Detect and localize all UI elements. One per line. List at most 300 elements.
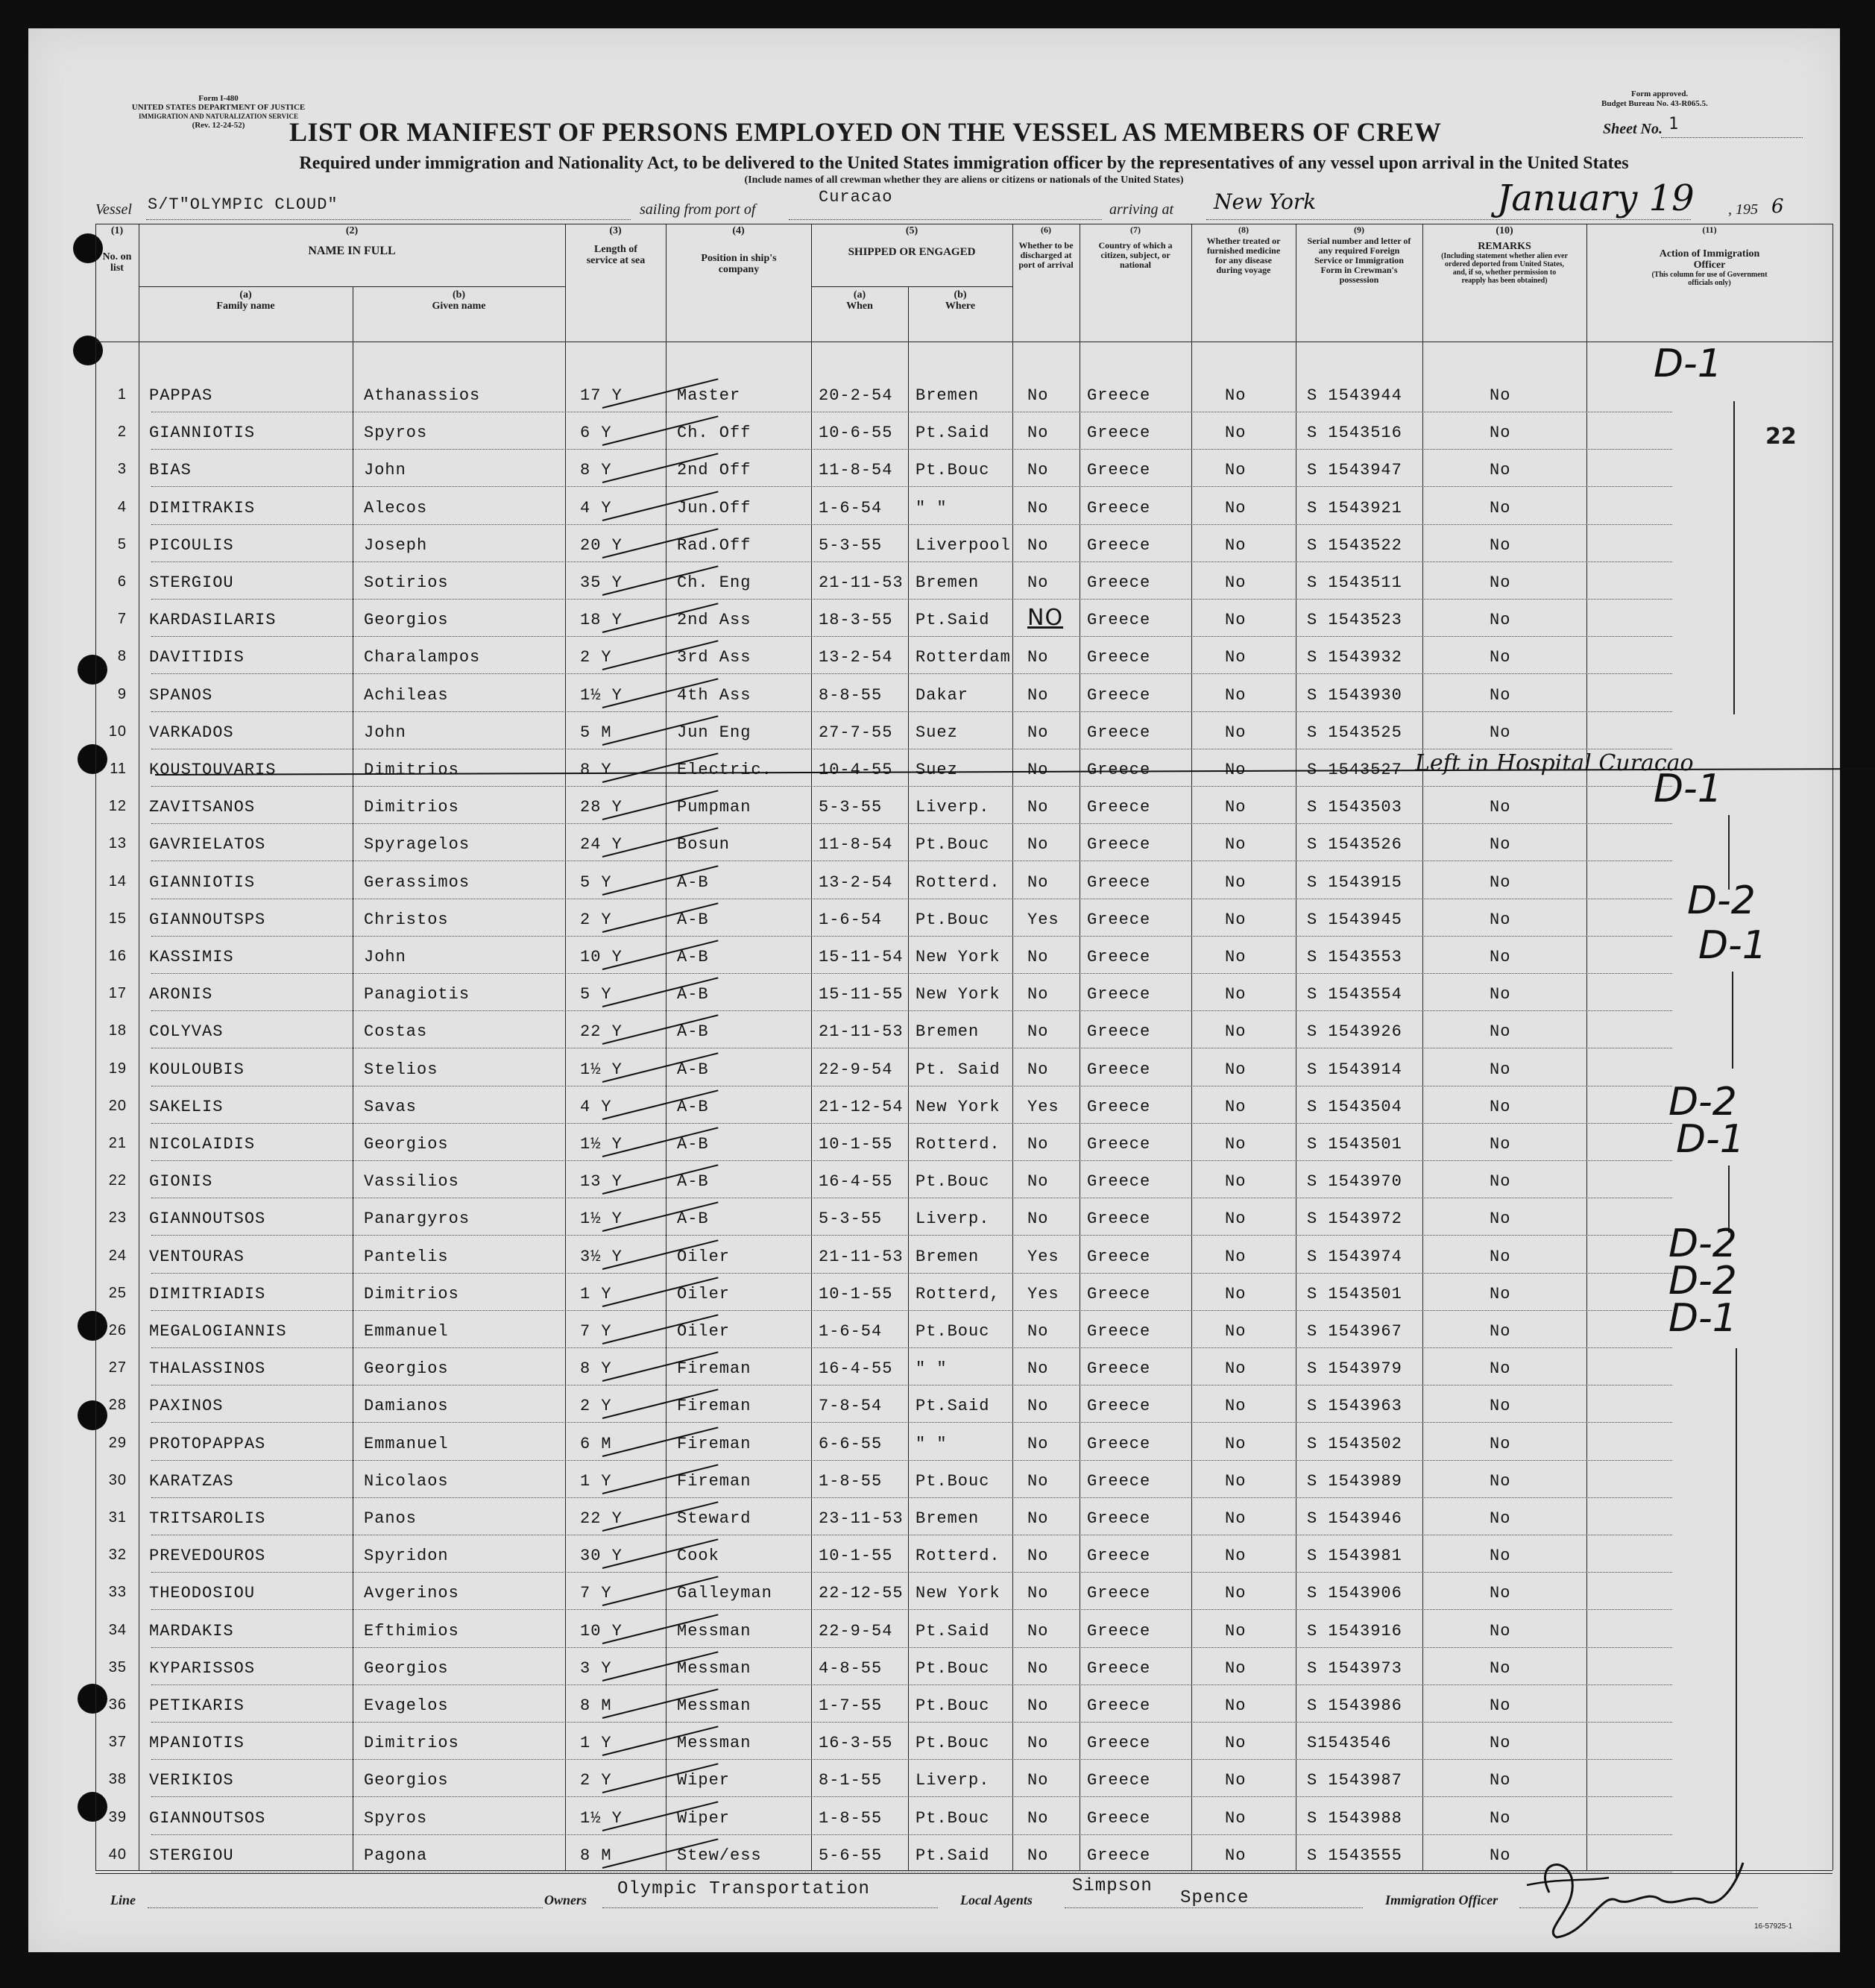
remarks: No — [1490, 1547, 1511, 1566]
discharge: No — [1027, 1658, 1049, 1678]
serial-number: S 1543523 — [1307, 611, 1402, 630]
treated: No — [1225, 985, 1247, 1004]
length-of-service: 20 Y — [580, 535, 623, 555]
year-suffix: 6 — [1771, 195, 1784, 218]
treated: No — [1225, 1397, 1247, 1416]
discharge: No — [1027, 535, 1049, 555]
country: Greece — [1087, 1846, 1151, 1865]
treated: No — [1225, 1284, 1247, 1303]
length-of-service: 18 Y — [580, 611, 623, 630]
treated: No — [1225, 535, 1247, 555]
remarks: No — [1490, 1097, 1511, 1116]
action-d1-top: D-1 — [1654, 342, 1722, 386]
country: Greece — [1087, 985, 1151, 1004]
row-number: 16 — [108, 948, 127, 964]
table-row — [28, 790, 1840, 828]
remarks: No — [1490, 1060, 1511, 1079]
remarks: No — [1490, 461, 1511, 480]
given-name: Athanassios — [364, 386, 481, 405]
length-of-service: 2 Y — [580, 648, 612, 667]
family-name: KOULOUBIS — [149, 1060, 245, 1079]
row-number: 10 — [108, 723, 127, 740]
length-of-service: 2 Y — [580, 1397, 612, 1416]
length-of-service: 1½ Y — [580, 1135, 623, 1154]
family-name: KARATZAS — [149, 1471, 234, 1491]
discharge: No — [1027, 386, 1049, 405]
shipped-when: 1-7-55 — [819, 1696, 883, 1715]
shipped-where: Pt.Said — [916, 1621, 990, 1641]
serial-number: S 1543916 — [1307, 1621, 1402, 1641]
family-name: GIANNOUTSPS — [149, 910, 266, 929]
year-prefix: , 195 — [1728, 201, 1758, 218]
table-row — [28, 1127, 1840, 1165]
discharge: No — [1027, 835, 1049, 855]
length-of-service: 22 Y — [580, 1022, 623, 1042]
position: Jun Eng — [677, 723, 751, 742]
serial-number: S 1543974 — [1307, 1247, 1402, 1266]
action-count: 22 — [1765, 424, 1797, 450]
discharge: No — [1027, 1210, 1049, 1229]
length-of-service: 22 Y — [580, 1509, 623, 1528]
country: Greece — [1087, 685, 1151, 705]
serial-number: S 1543906 — [1307, 1584, 1402, 1603]
remarks: No — [1490, 1022, 1511, 1042]
shipped-where: Pt.Said — [916, 1397, 990, 1416]
given-name: Pagona — [364, 1846, 428, 1865]
shipped-when: 5-3-55 — [819, 1210, 883, 1229]
country: Greece — [1087, 573, 1151, 592]
position: Wiper — [677, 1771, 731, 1790]
treated: No — [1225, 1547, 1247, 1566]
serial-number: S 1543946 — [1307, 1509, 1402, 1528]
length-of-service: 1½ Y — [580, 1060, 623, 1079]
country: Greece — [1087, 723, 1151, 742]
row-number: 18 — [108, 1022, 127, 1039]
country: Greece — [1087, 761, 1151, 779]
length-of-service: 6 Y — [580, 424, 612, 443]
discharge: No — [1027, 1397, 1049, 1416]
family-name: MARDAKIS — [149, 1621, 234, 1641]
department: UNITED STATES DEPARTMENT OF JUSTICE — [131, 103, 306, 112]
treated: No — [1225, 1060, 1247, 1079]
shipped-where: " " — [916, 1359, 948, 1379]
table-row — [28, 903, 1840, 940]
country: Greece — [1087, 535, 1151, 555]
port-name: Curacao — [819, 188, 893, 207]
row-number: 17 — [108, 985, 127, 1002]
page-title: LIST OR MANIFEST OF PERSONS EMPLOYED ON THE VESSEL AS MEMBERS OF CREW — [289, 117, 1442, 147]
row-number: 30 — [108, 1471, 127, 1488]
treated: No — [1225, 685, 1247, 705]
table-row — [28, 1427, 1840, 1465]
discharge: No — [1027, 573, 1049, 592]
length-of-service: 1 Y — [580, 1471, 612, 1491]
country: Greece — [1087, 872, 1151, 892]
given-name: John — [364, 723, 406, 742]
length-of-service: 3 Y — [580, 1658, 612, 1678]
length-of-service: 5 Y — [580, 985, 612, 1004]
country: Greece — [1087, 648, 1151, 667]
position: Bosun — [677, 835, 731, 855]
length-of-service: 3½ Y — [580, 1247, 623, 1266]
family-name: PAPPAS — [149, 386, 213, 405]
serial-number: S 1543504 — [1307, 1097, 1402, 1116]
shipped-when: 10-1-55 — [819, 1135, 893, 1154]
shipped-when: 13-2-54 — [819, 872, 893, 892]
remarks: No — [1490, 1434, 1511, 1453]
shipped-where: Dakar — [916, 685, 969, 705]
remarks: No — [1490, 498, 1511, 518]
position: Fireman — [677, 1471, 751, 1491]
shipped-where: New York — [916, 1097, 1000, 1116]
family-name: VARKADOS — [149, 723, 234, 742]
country: Greece — [1087, 1284, 1151, 1303]
shipped-when: 4-8-55 — [819, 1658, 883, 1678]
discharge: No — [1027, 761, 1049, 779]
length-of-service: 1½ Y — [580, 1808, 623, 1828]
country: Greece — [1087, 1547, 1151, 1566]
shipped-when: 15-11-54 — [819, 948, 904, 966]
family-name: PICOULIS — [149, 535, 234, 555]
discharge: Yes — [1027, 1097, 1059, 1116]
arriving-port: New York — [1214, 189, 1317, 214]
action-d1-b: D-1 — [1654, 767, 1722, 811]
treated: No — [1225, 1471, 1247, 1491]
row-number: 24 — [108, 1247, 127, 1264]
owners-label: Owners — [544, 1893, 587, 1907]
country: Greece — [1087, 1771, 1151, 1790]
treated: No — [1225, 948, 1247, 966]
shipped-where: Bremen — [916, 386, 980, 405]
family-name: ZAVITSANOS — [149, 798, 256, 817]
serial-number: S 1543970 — [1307, 1172, 1402, 1192]
table-row — [28, 1652, 1840, 1689]
family-name: KOUSTOUVARIS — [149, 761, 277, 779]
shipped-where: Liverp. — [916, 1771, 990, 1790]
remarks: No — [1490, 424, 1511, 443]
country: Greece — [1087, 1434, 1151, 1453]
shipped-where: Rotterd. — [916, 1135, 1000, 1154]
sheet-number: 1 — [1668, 115, 1679, 133]
shipped-where: Pt.Bouc — [916, 1322, 990, 1341]
given-name: Spyros — [364, 424, 428, 443]
length-of-service: 5 M — [580, 723, 612, 742]
shipped-where: Pt. Said — [916, 1060, 1000, 1079]
position: Electric. — [677, 761, 772, 779]
shipped-when: 13-2-54 — [819, 648, 893, 667]
family-name: GAVRIELATOS — [149, 835, 266, 855]
discharge: No — [1027, 648, 1049, 667]
country: Greece — [1087, 1808, 1151, 1828]
table-row — [28, 866, 1840, 903]
row-number: 2 — [117, 424, 127, 441]
agents-value-2: Spence — [1180, 1888, 1250, 1908]
position: A-B — [677, 1022, 709, 1042]
family-name: KYPARISSOS — [149, 1658, 256, 1678]
row-number: 33 — [108, 1584, 127, 1601]
country: Greece — [1087, 424, 1151, 443]
serial-number: S 1543930 — [1307, 685, 1402, 705]
shipped-when: 7-8-54 — [819, 1397, 883, 1416]
remarks: No — [1490, 1322, 1511, 1341]
table-row — [28, 566, 1840, 603]
vessel-name: S/T"OLYMPIC CLOUD" — [148, 195, 338, 214]
shipped-where: New York — [916, 948, 1000, 966]
length-of-service: 10 Y — [580, 948, 623, 966]
given-name: Georgios — [364, 611, 449, 630]
row-number: 20 — [108, 1097, 127, 1114]
shipped-when: 21-12-54 — [819, 1097, 904, 1116]
given-name: Panargyros — [364, 1210, 470, 1229]
action-d1-c: D-1 — [1698, 923, 1767, 968]
table-row — [28, 940, 1840, 978]
position: Oiler — [677, 1247, 731, 1266]
remarks: No — [1490, 1658, 1511, 1678]
position: 4th Ass — [677, 685, 751, 705]
remarks: No — [1490, 685, 1511, 705]
row-number: 13 — [108, 835, 127, 852]
given-name: Dimitrios — [364, 1284, 459, 1303]
col-11-header: (11) Action of Immigration Officer (This column for use of Government officials only) — [1651, 224, 1768, 287]
row-number: 39 — [108, 1808, 127, 1825]
treated: No — [1225, 1734, 1247, 1753]
country: Greece — [1087, 1322, 1151, 1341]
table-row — [28, 1726, 1840, 1764]
given-name: Emmanuel — [364, 1434, 449, 1453]
treated: No — [1225, 648, 1247, 667]
shipped-when: 6-6-55 — [819, 1434, 883, 1453]
col-10-header: (10) REMARKS (Including statement whether alien ever ordered deported from United States, and, if so, whether permission to reapply has been obtained) — [1441, 225, 1568, 285]
remarks: No — [1490, 535, 1511, 555]
given-name: Dimitrios — [364, 761, 459, 779]
shipped-when: 15-11-55 — [819, 985, 904, 1004]
given-name: Dimitrios — [364, 798, 459, 817]
country: Greece — [1087, 1397, 1151, 1416]
shipped-when: 8-1-55 — [819, 1771, 883, 1790]
position: Jun.Off — [677, 498, 751, 518]
shipped-where: Pt.Bouc — [916, 1696, 990, 1715]
shipped-when: 21-11-53 — [819, 1022, 904, 1042]
family-name: SPANOS — [149, 685, 213, 705]
family-name: GIANNIOTIS — [149, 872, 256, 892]
include-statement: (Include names of all crewman whether they are aliens or citizens or nationals of the United States) — [744, 174, 1184, 186]
given-name: John — [364, 461, 406, 480]
discharge: NO — [1027, 605, 1064, 632]
treated: No — [1225, 872, 1247, 892]
table-row — [28, 1352, 1840, 1389]
row-number: 8 — [117, 648, 127, 665]
row-number: 22 — [108, 1172, 127, 1189]
shipped-where: " " — [916, 1434, 948, 1453]
position: 2nd Off — [677, 461, 751, 480]
treated: No — [1225, 1658, 1247, 1678]
col-6-header: (6) Whether to be discharged at port of arrival — [1018, 224, 1074, 270]
table-row — [28, 1053, 1840, 1090]
serial-number: S 1543511 — [1307, 573, 1402, 592]
given-name: Panos — [364, 1509, 417, 1528]
serial-number: S1543546 — [1307, 1734, 1392, 1753]
row-number: 28 — [108, 1397, 127, 1414]
length-of-service: 1½ Y — [580, 685, 623, 705]
family-name: TRITSAROLIS — [149, 1509, 266, 1528]
row-number: 4 — [117, 498, 127, 515]
table-row — [28, 379, 1840, 416]
remarks: No — [1490, 1584, 1511, 1603]
serial-number: S 1543947 — [1307, 461, 1402, 480]
crew-rows — [28, 379, 1840, 1870]
row-number: 32 — [108, 1547, 127, 1564]
family-name: KASSIMIS — [149, 948, 234, 966]
family-name: NICOLAIDIS — [149, 1135, 256, 1154]
length-of-service: 5 Y — [580, 872, 612, 892]
col-3-header: (3) Length of service at sea — [586, 225, 646, 266]
shipped-where: Suez — [916, 723, 958, 742]
discharge: No — [1027, 1322, 1049, 1341]
position: Messman — [677, 1621, 751, 1641]
table-row — [28, 716, 1840, 753]
position: Ch. Off — [677, 424, 751, 443]
country: Greece — [1087, 498, 1151, 518]
col-9-header: (9) Serial number and letter of any required Foreign Service or Immigration Form in Crewman's possession — [1307, 224, 1411, 285]
country: Greece — [1087, 1471, 1151, 1491]
given-name: Spyridon — [364, 1547, 449, 1566]
serial-number: S 1543926 — [1307, 1022, 1402, 1042]
country: Greece — [1087, 1359, 1151, 1379]
shipped-when: 21-11-53 — [819, 1247, 904, 1266]
discharge: No — [1027, 1771, 1049, 1790]
country: Greece — [1087, 1734, 1151, 1753]
length-of-service: 10 Y — [580, 1621, 623, 1641]
treated: No — [1225, 1210, 1247, 1229]
discharge: Yes — [1027, 910, 1059, 929]
serial-number: S 1543915 — [1307, 872, 1402, 892]
discharge: No — [1027, 1471, 1049, 1491]
serial-number: S 1543979 — [1307, 1359, 1402, 1379]
remarks: No — [1490, 723, 1511, 742]
shipped-where: Pt.Bouc — [916, 1734, 990, 1753]
length-of-service: 35 Y — [580, 573, 623, 592]
country: Greece — [1087, 1247, 1151, 1266]
shipped-where: Pt.Bouc — [916, 1471, 990, 1491]
remarks: No — [1490, 1509, 1511, 1528]
row-number: 5 — [117, 535, 127, 553]
table-row — [28, 1389, 1840, 1426]
shipped-when: 16-4-55 — [819, 1359, 893, 1379]
serial-number: S 1543986 — [1307, 1696, 1402, 1715]
shipped-when: 5-3-55 — [819, 798, 883, 817]
remarks: No — [1490, 1621, 1511, 1641]
serial-number: S 1543944 — [1307, 386, 1402, 405]
serial-number: S 1543522 — [1307, 535, 1402, 555]
row-number: 29 — [108, 1434, 127, 1451]
length-of-service: 8 Y — [580, 761, 612, 779]
given-name: Savas — [364, 1097, 417, 1116]
row-number: 37 — [108, 1734, 127, 1751]
table-row — [28, 1240, 1840, 1277]
serial-number: S 1543973 — [1307, 1658, 1402, 1678]
family-name: BIAS — [149, 461, 192, 480]
position: Galleyman — [677, 1584, 772, 1603]
sheet-label: Sheet No. — [1603, 121, 1663, 137]
shipped-where: Liverpool — [916, 535, 1011, 555]
country: Greece — [1087, 798, 1151, 817]
given-name: Achileas — [364, 685, 449, 705]
length-of-service: 8 M — [580, 1696, 612, 1715]
position: Oiler — [677, 1322, 731, 1341]
position: Fireman — [677, 1359, 751, 1379]
table-row — [28, 1015, 1840, 1052]
shipped-where: Pt.Bouc — [916, 1172, 990, 1192]
treated: No — [1225, 611, 1247, 630]
agents-label: Local Agents — [960, 1893, 1033, 1907]
serial-number: S 1543921 — [1307, 498, 1402, 518]
given-name: Sotirios — [364, 573, 449, 592]
shipped-when: 10-1-55 — [819, 1284, 893, 1303]
serial-number: S 1543527 — [1307, 761, 1402, 779]
family-name: MPANIOTIS — [149, 1734, 245, 1753]
shipped-where: Bremen — [916, 1509, 980, 1528]
table-row — [28, 828, 1840, 865]
treated: No — [1225, 386, 1247, 405]
row-number: 36 — [108, 1696, 127, 1713]
shipped-when: 11-8-54 — [819, 461, 893, 480]
col-1-header: (1) No. on list — [102, 225, 132, 274]
col-5b-header: (b) Where — [945, 289, 976, 312]
given-name: Alecos — [364, 498, 428, 518]
shipped-where: " " — [916, 498, 948, 518]
given-name: Christos — [364, 910, 449, 929]
length-of-service: 1½ Y — [580, 1210, 623, 1229]
shipped-where: Bremen — [916, 1247, 980, 1266]
position: Messman — [677, 1658, 751, 1678]
given-name: Georgios — [364, 1135, 449, 1154]
family-name: STERGIOU — [149, 573, 234, 592]
length-of-service: 24 Y — [580, 835, 623, 855]
shipped-when: 1-8-55 — [819, 1808, 883, 1828]
country: Greece — [1087, 611, 1151, 630]
country: Greece — [1087, 1210, 1151, 1229]
discharge: No — [1027, 1621, 1049, 1641]
country: Greece — [1087, 835, 1151, 855]
discharge: No — [1027, 1846, 1049, 1865]
serial-number: S 1543967 — [1307, 1322, 1402, 1341]
country: Greece — [1087, 1022, 1151, 1042]
family-name: MEGALOGIANNIS — [149, 1322, 287, 1341]
discharge: No — [1027, 1359, 1049, 1379]
serial-number: S 1543555 — [1307, 1846, 1402, 1865]
remarks: No — [1490, 910, 1511, 929]
treated: No — [1225, 1135, 1247, 1154]
family-name: PETIKARIS — [149, 1696, 245, 1715]
remarks: No — [1490, 798, 1511, 817]
position: A-B — [677, 1210, 709, 1229]
action-d1-d: D-1 — [1676, 1117, 1745, 1162]
discharge: No — [1027, 1022, 1049, 1042]
given-name: Pantelis — [364, 1247, 449, 1266]
serial-number: S 1543972 — [1307, 1210, 1402, 1229]
remarks: No — [1490, 1359, 1511, 1379]
treated: No — [1225, 1097, 1247, 1116]
position: Stew/ess — [677, 1846, 762, 1865]
length-of-service: 28 Y — [580, 798, 623, 817]
row-number: 34 — [108, 1621, 127, 1638]
col-2a-header: (a) Family name — [216, 289, 275, 312]
shipped-when: 8-8-55 — [819, 685, 883, 705]
family-name: GIANNOUTSOS — [149, 1808, 266, 1828]
sailing-label: sailing from port of — [640, 201, 756, 218]
serial-number: S 1543502 — [1307, 1434, 1402, 1453]
table-row — [28, 641, 1840, 678]
